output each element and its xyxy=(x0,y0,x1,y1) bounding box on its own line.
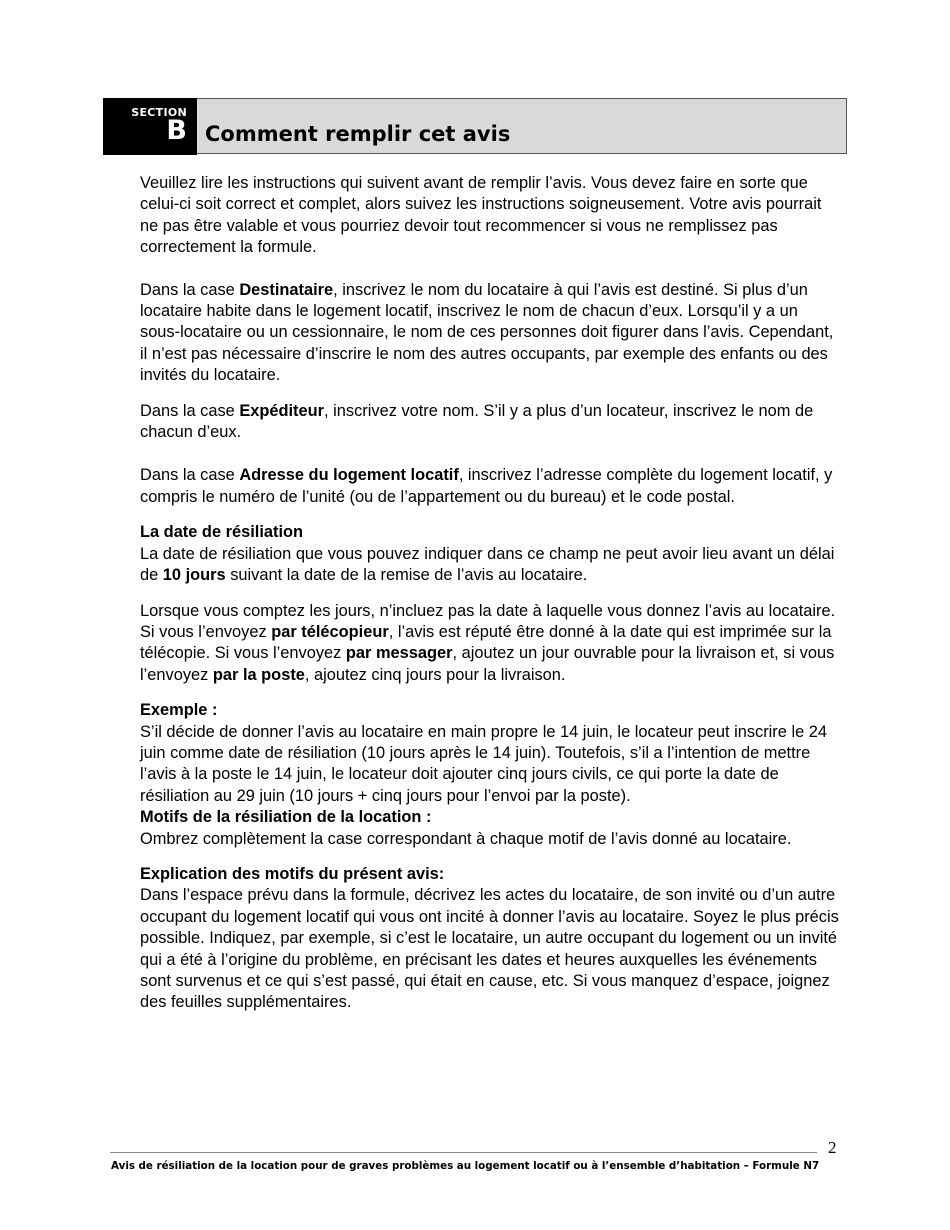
telecopieur-term: par télécopieur xyxy=(271,622,389,641)
text: Dans la case xyxy=(140,401,240,420)
adresse-term: Adresse du logement locatif xyxy=(239,466,459,485)
adresse-paragraph xyxy=(140,465,840,508)
section-header xyxy=(103,98,847,154)
footer-divider xyxy=(110,1152,817,1153)
text: , l’avis est réputé être donné à la date qui est imprimée sur la télécopie. Si vous l’envoyez xyxy=(140,622,832,663)
intro-paragraph: Veuillez lire les instructions qui suivent avant de remplir l’avis. Vous devez faire en sorte que celui-ci soit correct et complet, alors suivez les instructions soigneusement. Votre avis pourrait ne pas être valable et vous pourriez devoir tout recommencer si vous ne remplissez pas correctement la formule. xyxy=(140,174,822,257)
text: Dans la case xyxy=(140,280,240,299)
text: Dans la case xyxy=(140,466,240,485)
expediteur-paragraph xyxy=(140,401,840,444)
motifs-text: Ombrez complètement la case correspondant à chaque motif de l’avis donné au locataire. xyxy=(140,829,792,848)
comptage-jours-paragraph xyxy=(140,601,840,687)
destinataire-paragraph xyxy=(140,280,840,387)
text: , ajoutez un jour ouvrable pour la livraison et, si vous l’envoyez xyxy=(140,644,835,684)
motifs-block xyxy=(140,807,840,850)
text: , ajoutez cinq jours pour la livraison. xyxy=(304,665,566,684)
destinataire-term: Destinataire xyxy=(239,280,334,299)
section-label: SECTION xyxy=(131,106,187,119)
text: , inscrivez l’adresse complète du logement locatif, y compris le numéro de l’unité (ou de l’appartement ou du bureau) et le code postal. xyxy=(140,466,833,506)
instructions-body xyxy=(140,173,840,1014)
motifs-heading: Motifs de la résiliation de la location : xyxy=(140,808,432,827)
section-title: Comment remplir cet avis xyxy=(205,122,511,146)
explication-text: Dans l’espace prévu dans la formule, décrivez les actes du locataire, de son invité ou d’un autre occupant du logement locatif qui vous ont incité à donner l’avis au locataire. Soyez le plus précis possible. Indiquez, par exemple, si c’est le locataire, un autre occupant du logement ou un invité qui a été à l’origine du problème, en précisant les dates et heures auxquelles les événements sont survenus et ce qui s’est passé, qui était en cause, etc. Si vous manquez d’espace, joignez des feuilles supplémentaires. xyxy=(140,886,839,1012)
poste-term: par la poste xyxy=(212,665,305,684)
delai-term: 10 jours xyxy=(162,566,226,585)
text: Lorsque vous comptez les jours, n’incluez pas la date à laquelle vous donnez l’avis au locataire. Si vous l’envoyez xyxy=(140,601,836,641)
text: suivant la date de la remise de l’avis au locataire. xyxy=(225,566,588,585)
section-letter: B xyxy=(166,115,187,146)
messager-term: par messager xyxy=(345,644,453,663)
section-badge xyxy=(103,98,197,155)
footer-text: Avis de résiliation de la location pour de graves problèmes au logement locatif ou à l’ensemble d’habitation – Formule N7 xyxy=(111,1160,820,1172)
text: , inscrivez votre nom. S’il y a plus d’un locateur, inscrivez le nom de chacun d’eux. xyxy=(140,401,814,442)
explication-block xyxy=(140,864,840,1014)
example-heading: Exemple : xyxy=(140,701,218,720)
expediteur-term: Expéditeur xyxy=(239,401,325,420)
example-text: S’il décide de donner l’avis au locataire en main propre le 14 juin, le locateur peut inscrire le 24 juin comme date de résiliation (10 jours après le 14 juin). Toutefois, s’il a l’intention de mettre l’avis à la poste le 14 juin, le locateur doit ajouter cinq jours civils, ce qui porte la date de résiliation au 29 juin (10 jours + cinq jours pour l’envoi par la poste). xyxy=(140,722,827,805)
explication-heading: Explication des motifs du présent avis: xyxy=(140,864,445,883)
date-resiliation-block xyxy=(140,522,840,586)
text: , inscrivez le nom du locataire à qui l’avis est destiné. Si plus d’un locataire habite dans le logement locatif, inscrivez le nom de chacun d’eux. Lorsqu’il y a un sous-locataire ou un cessionnaire, le nom de ces personnes doit figurer dans l’avis. Cependant, il n’est pas nécessaire d’inscrire le nom des autres occupants, par exemple des enfants ou des invités du locataire. xyxy=(140,280,834,385)
text: La date de résiliation que vous pouvez indiquer dans ce champ ne peut avoir lieu avant un délai de xyxy=(140,544,835,585)
example-block xyxy=(140,700,840,807)
date-resiliation-heading: La date de résiliation xyxy=(140,523,304,542)
page-number: 2 xyxy=(828,1138,837,1157)
